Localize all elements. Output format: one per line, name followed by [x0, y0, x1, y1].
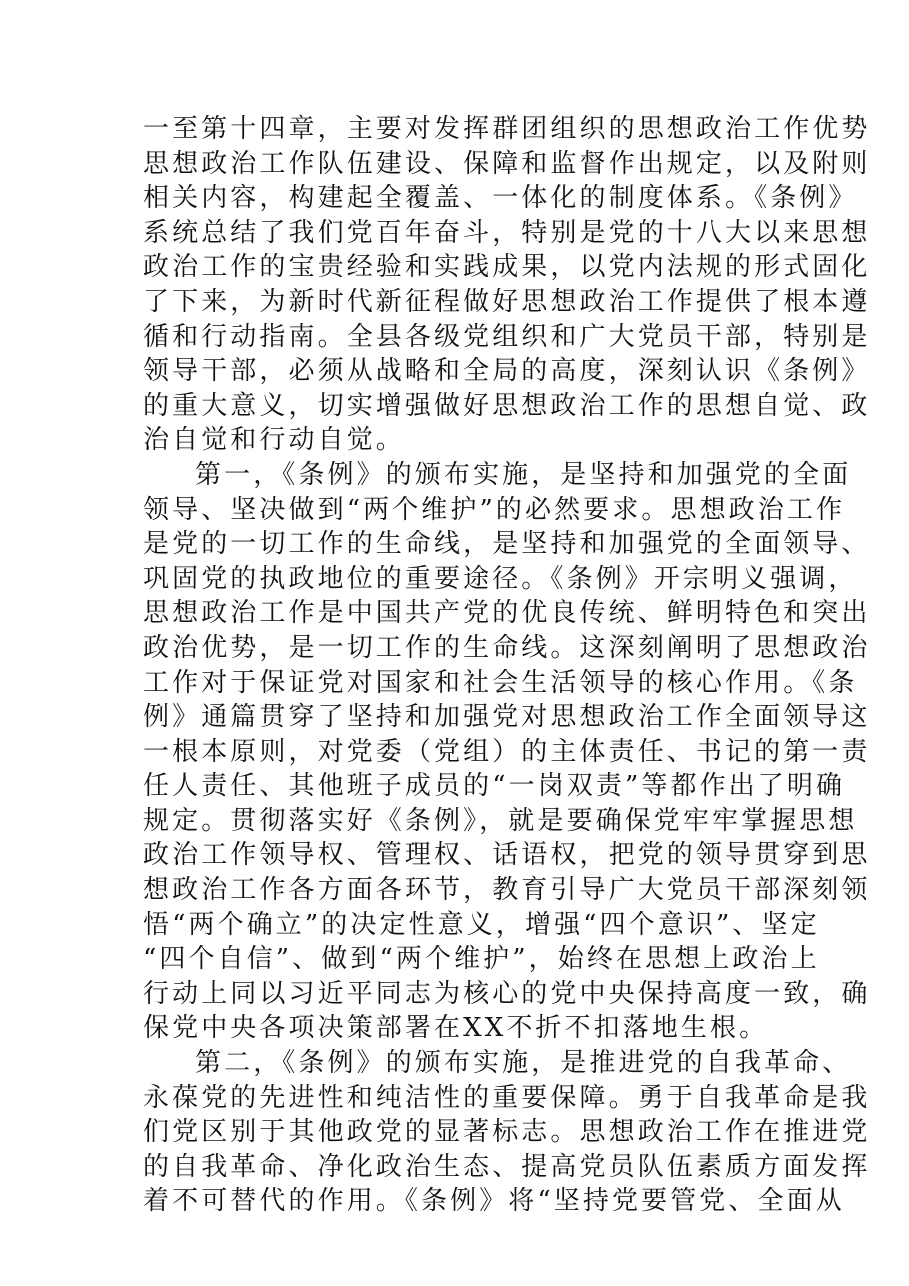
- text-line: 例》通篇贯穿了坚持和加强党对思想政治工作全面领导这: [143, 702, 871, 733]
- text-line: 第一，《条例》的颁布实施，是坚持和加强党的全面: [195, 459, 852, 490]
- paragraph: [143, 1046, 871, 1219]
- text-line: 着不可替代的作用。《条例》将“坚持党要管党、全面从: [143, 1186, 845, 1217]
- text-line: 巩固党的执政地位的重要途径。《条例》开宗明义强调，: [143, 563, 858, 594]
- text-line: 相关内容，构建起全覆盖、一体化的制度体系。《条例》: [143, 183, 858, 214]
- text-line: 规定。贯彻落实好《条例》，就是要确保党牢牢掌握思想: [143, 805, 858, 836]
- paragraph: [143, 112, 871, 458]
- text-line: 领导干部，必须从战略和全局的高度，深刻认识《条例》: [143, 356, 871, 387]
- text-line: 领导、坚决做到“两个维护”的必然要求。思想政治工作: [143, 494, 846, 525]
- text-line: 系统总结了我们党百年奋斗，特别是党的十八大以来思想: [143, 217, 871, 248]
- text-line: 一根本原则，对党委（党组）的主体责任、书记的第一责: [143, 736, 871, 767]
- paragraph: [143, 458, 871, 1046]
- body-text: [143, 112, 871, 1219]
- text-line: 政治工作领导权、管理权、话语权，把党的领导贯穿到思: [143, 840, 871, 871]
- text-line: 工作对于保证党对国家和社会生活领导的核心作用。《条: [143, 667, 858, 698]
- text-line: 治自觉和行动自觉。: [143, 425, 405, 456]
- text-line: 保党中央各项决策部署在XX不折不扣落地生根。: [143, 1013, 769, 1044]
- text-line: 了下来，为新时代新征程做好思想政治工作提供了根本遵: [143, 286, 871, 317]
- text-line: 想政治工作各方面各环节，教育引导广大党员干部深刻领: [143, 875, 871, 906]
- text-line: 的自我革命、净化政治生态、提高党员队伍素质方面发挥: [143, 1151, 871, 1182]
- text-line: 政治工作的宝贵经验和实践成果，以党内法规的形式固化: [143, 252, 871, 283]
- text-line: 是党的一切工作的生命线，是坚持和加强党的全面领导、: [143, 529, 871, 560]
- text-line: 悟“两个确立”的决定性意义，增强“四个意识”、坚定: [143, 909, 820, 940]
- text-line: 思想政治工作是中国共产党的优良传统、鲜明特色和突出: [143, 598, 871, 629]
- text-line: 第二，《条例》的颁布实施，是推进党的自我革命、: [195, 1048, 852, 1079]
- text-line: 永葆党的先进性和纯洁性的重要保障。勇于自我革命是我: [143, 1082, 871, 1113]
- text-line: 任人责任、其他班子成员的“一岗双责”等都作出了明确: [143, 771, 846, 802]
- text-line: 思想政治工作队伍建设、保障和监督作出规定，以及附则: [143, 148, 871, 179]
- text-line: 们党区别于其他政党的显著标志。思想政治工作在推进党: [143, 1117, 871, 1148]
- text-line: 行动上同以习近平同志为核心的党中央保持高度一致，确: [143, 978, 871, 1009]
- text-line: 的重大意义，切实增强做好思想政治工作的思想自觉、政: [143, 390, 871, 421]
- text-line: 循和行动指南。全县各级党组织和广大党员干部，特别是: [143, 321, 871, 352]
- text-line: 一至第十四章，主要对发挥群团组织的思想政治工作优势: [143, 114, 871, 144]
- text-line: “四个自信”、做到“两个维护”，始终在思想上政治上: [143, 944, 820, 975]
- text-line: 政治优势，是一切工作的生命线。这深刻阐明了思想政治: [143, 632, 871, 663]
